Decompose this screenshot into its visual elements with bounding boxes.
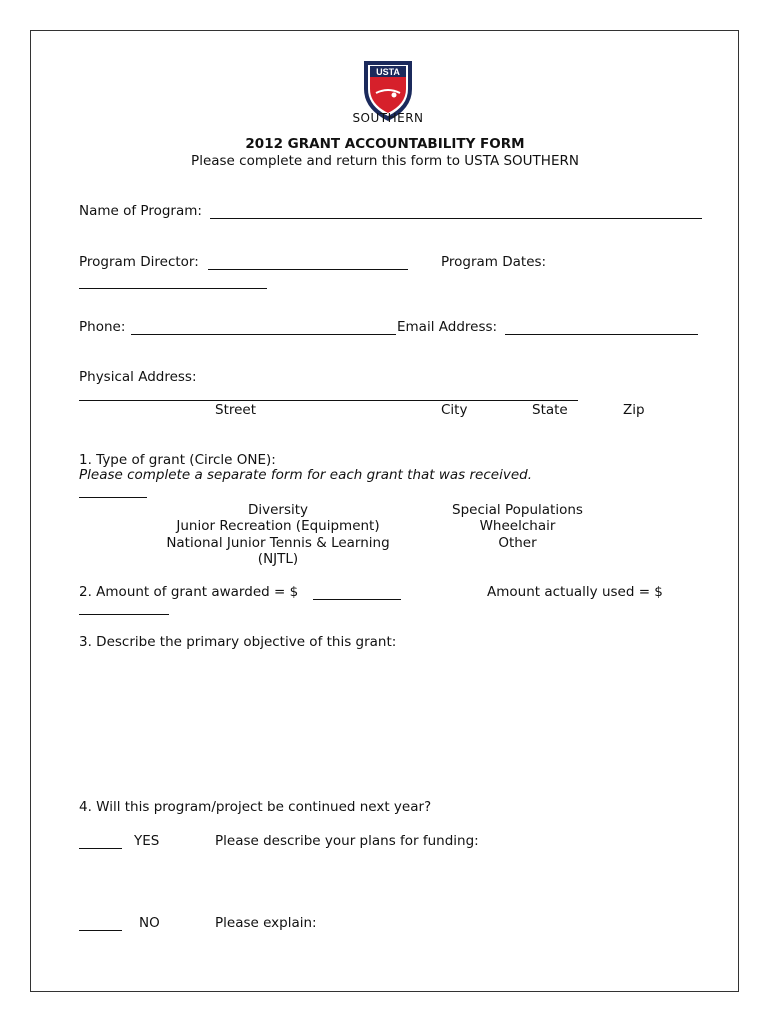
continuation-question: 4. Will this program/project be continued next year? — [79, 799, 432, 815]
form-subtitle: Please complete and return this form to USTA SOUTHERN — [191, 153, 579, 169]
grant-type-note: Please complete a separate form for each grant that was received. — [79, 467, 532, 483]
option-diversity[interactable]: Diversity — [247, 502, 309, 518]
city-label: City — [441, 402, 468, 418]
amount-awarded-label: 2. Amount of grant awarded = $ — [79, 584, 299, 600]
no-prompt: Please explain: — [215, 915, 317, 931]
amount-used-line[interactable] — [79, 614, 169, 615]
option-special-populations[interactable]: Special Populations — [452, 502, 583, 518]
grant-type-line[interactable] — [79, 497, 147, 498]
state-label: State — [532, 402, 568, 418]
zip-label: Zip — [623, 402, 645, 418]
logo-subtext: SOUTHERN — [352, 111, 424, 125]
physical-address-line[interactable] — [79, 400, 578, 401]
email-label: Email Address: — [397, 319, 498, 335]
program-dates-label: Program Dates: — [441, 254, 547, 270]
option-njtl[interactable]: National Junior Tennis & Learning — [166, 535, 390, 551]
program-director-line[interactable] — [208, 269, 408, 270]
program-director-label: Program Director: — [79, 254, 199, 270]
option-wheelchair[interactable]: Wheelchair — [479, 518, 556, 534]
program-name-label: Name of Program: — [79, 203, 202, 219]
form-title: 2012 GRANT ACCOUNTABILITY FORM — [245, 136, 525, 152]
logo-text: USTA — [376, 67, 400, 77]
phone-label: Phone: — [79, 319, 126, 335]
option-junior-recreation[interactable]: Junior Recreation (Equipment) — [176, 518, 380, 534]
no-line[interactable] — [79, 930, 122, 931]
option-other[interactable]: Other — [498, 535, 537, 551]
email-line[interactable] — [505, 334, 698, 335]
yes-label: YES — [134, 833, 160, 849]
phone-line[interactable] — [131, 334, 396, 335]
grant-type-question: 1. Type of grant (Circle ONE): — [79, 452, 276, 468]
objective-question: 3. Describe the primary objective of this grant: — [79, 634, 397, 650]
yes-line[interactable] — [79, 848, 122, 849]
physical-address-label: Physical Address: — [79, 369, 197, 385]
option-njtl-abbrev[interactable]: (NJTL) — [257, 551, 299, 567]
program-dates-line[interactable] — [79, 288, 267, 289]
no-label: NO — [139, 915, 160, 931]
yes-prompt: Please describe your plans for funding: — [215, 833, 479, 849]
amount-used-label: Amount actually used = $ — [487, 584, 663, 600]
program-name-line[interactable] — [210, 218, 702, 219]
amount-awarded-line[interactable] — [313, 599, 401, 600]
street-label: Street — [215, 402, 257, 418]
